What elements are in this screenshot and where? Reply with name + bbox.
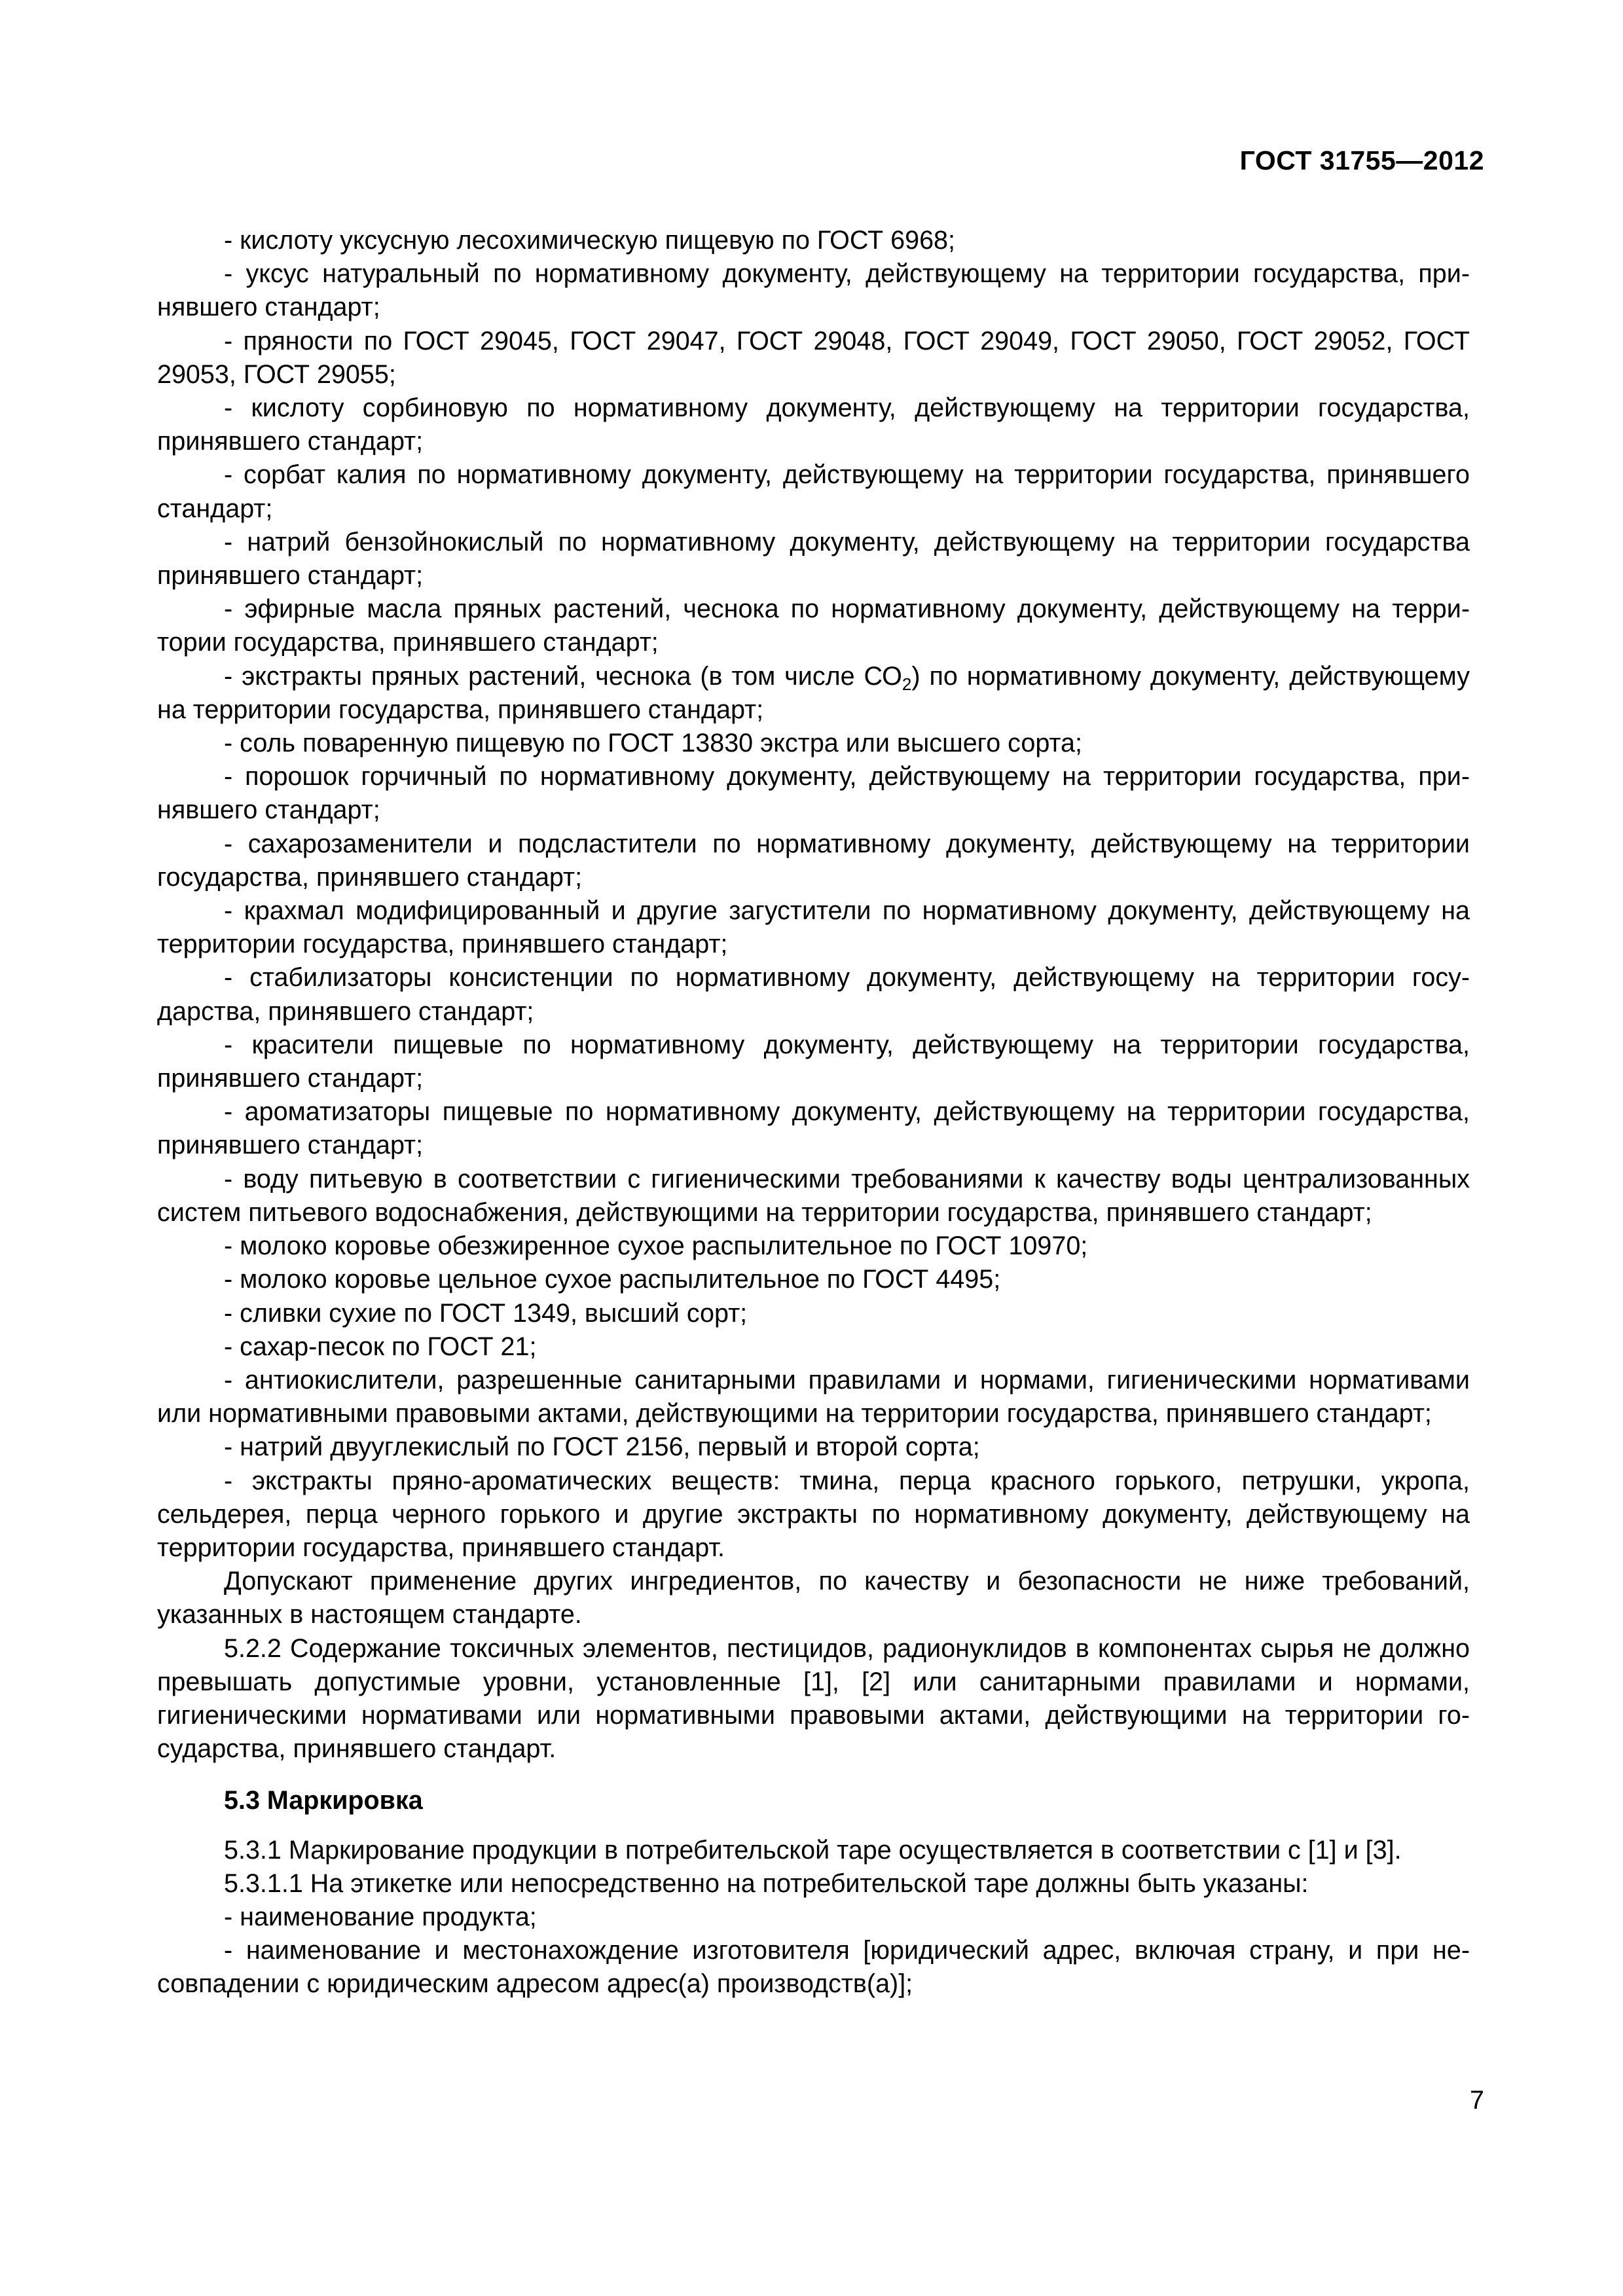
paragraph: 5.3.1 Маркирование продукции в потребительской таре осуществляется в соответствии с [1] и [3]. bbox=[224, 1835, 1402, 1865]
list-item: - молоко коровье цельное сухое распылительное по ГОСТ 4495; bbox=[224, 1265, 1001, 1294]
list-item: - пряности по ГОСТ 29045, ГОСТ 29047, ГОСТ 29048, ГОСТ 29049, ГОСТ 29050, ГОСТ 29052, ГОСТ 29053, ГОСТ 29055; bbox=[157, 326, 1470, 389]
list-item-co2 bbox=[157, 660, 1470, 727]
list-item: - сахарозаменители и подсластители по нормативному документу, действующему на территории государства, принявшего стандарт; bbox=[157, 829, 1470, 892]
list-item: - кислоту уксусную лесохимическую пищевую по ГОСТ 6968; bbox=[224, 226, 955, 255]
list-item: - стабилизаторы консистенции по нормативному документу, действующему на территории государства, принявшего стандарт; bbox=[157, 963, 1470, 1026]
list-item: - наименование и местонахождение изготовителя [юридический адрес, включая страну, и при несовпадении с юридическим адресом адрес(а) производств(а)]; bbox=[157, 1936, 1470, 1999]
list-item: - порошок горчичный по нормативному документу, действующему на территории государства, принявшего стандарт; bbox=[157, 762, 1470, 825]
co2-text-after: ) по нормативному документу, действующему на территории государства, принявшего стандарт; bbox=[157, 661, 1470, 724]
co2-text-before: - экстракты пряных растений, чеснока (в том числе СО bbox=[224, 661, 902, 691]
list-item: - ароматизаторы пищевые по нормативному документу, действующему на территории государства, принявшего стандарт; bbox=[157, 1097, 1470, 1160]
list-item: - воду питьевую в соответствии с гигиеническими требованиями к качеству воды централизованных систем питьевого водоснабжения, действующими на территории государства, принявшего стандарт; bbox=[157, 1164, 1470, 1227]
list-item: - экстракты пряно-ароматических веществ: тмина, перца красного горького, петрушки, укропа, сельдерея, перца черного горького и другие экстракты по нормативному документу, действующему на территории государства, принявшего стандарт. bbox=[157, 1466, 1470, 1562]
list-item: - сорбат калия по нормативному документу, действующему на территории государства, принявшего стандарт; bbox=[157, 460, 1470, 523]
document-header: ГОСТ 31755—2012 bbox=[1239, 145, 1484, 175]
list-item: - наименование продукта; bbox=[224, 1902, 537, 1931]
page-number: 7 bbox=[1470, 2086, 1484, 2115]
list-item: - красители пищевые по нормативному документу, действующему на территории государства, принявшего стандарт; bbox=[157, 1030, 1470, 1093]
list-item: - соль поваренную пищевую по ГОСТ 13830 экстра или высшего сорта; bbox=[224, 729, 1083, 758]
list-item: - эфирные масла пряных растений, чеснока по нормативному документу, действующему на территории государства, принявшего стандарт; bbox=[157, 594, 1470, 657]
list-item: - молоко коровье обезжиренное сухое распылительное по ГОСТ 10970; bbox=[224, 1231, 1088, 1261]
list-item: - антиокислители, разрешенные санитарными правилами и нормами, гигиеническими нормативами или нормативными правовыми актами, действующими на территории государства, принявшего стандарт; bbox=[157, 1365, 1470, 1429]
paragraph: 5.2.2 Содержание токсичных элементов, пестицидов, радионуклидов в компонентах сырья не должно превышать допустимые уровни, установленные [1], [2] или санитарными правилами и нормами, гигиеническими нормативами или нормативными правовыми актами, действующими на территории государства, принявшего стандарт. bbox=[157, 1633, 1470, 1764]
list-item: - кислоту сорбиновую по нормативному документу, действующему на территории государства, принявшего стандарт; bbox=[157, 393, 1470, 456]
list-item: - крахмал модифицированный и другие загустители по нормативному документу, действующему на территории государства, принявшего стандарт; bbox=[157, 896, 1470, 959]
paragraph: 5.3.1.1 На этикетке или непосредственно на потребительской таре должны быть указаны: bbox=[224, 1868, 1309, 1898]
section-heading: 5.3 Маркировка bbox=[224, 1786, 423, 1815]
list-item: - натрий бензойнокислый по нормативному документу, действующему на территории государства принявшего стандарт; bbox=[157, 527, 1470, 591]
co2-subscript: 2 bbox=[902, 674, 912, 694]
list-item: - сахар-песок по ГОСТ 21; bbox=[224, 1332, 537, 1361]
list-item: - уксус натуральный по нормативному документу, действующему на территории государства, принявшего стандарт; bbox=[157, 259, 1470, 322]
list-item: - натрий двууглекислый по ГОСТ 2156, первый и второй сорта; bbox=[224, 1432, 980, 1462]
document-body bbox=[157, 224, 1470, 2001]
list-item: - сливки сухие по ГОСТ 1349, высший сорт; bbox=[224, 1298, 748, 1328]
paragraph: Допускают применение других ингредиентов, по качеству и безопасности не ниже требований, указанных в настоящем стандарте. bbox=[157, 1567, 1470, 1630]
